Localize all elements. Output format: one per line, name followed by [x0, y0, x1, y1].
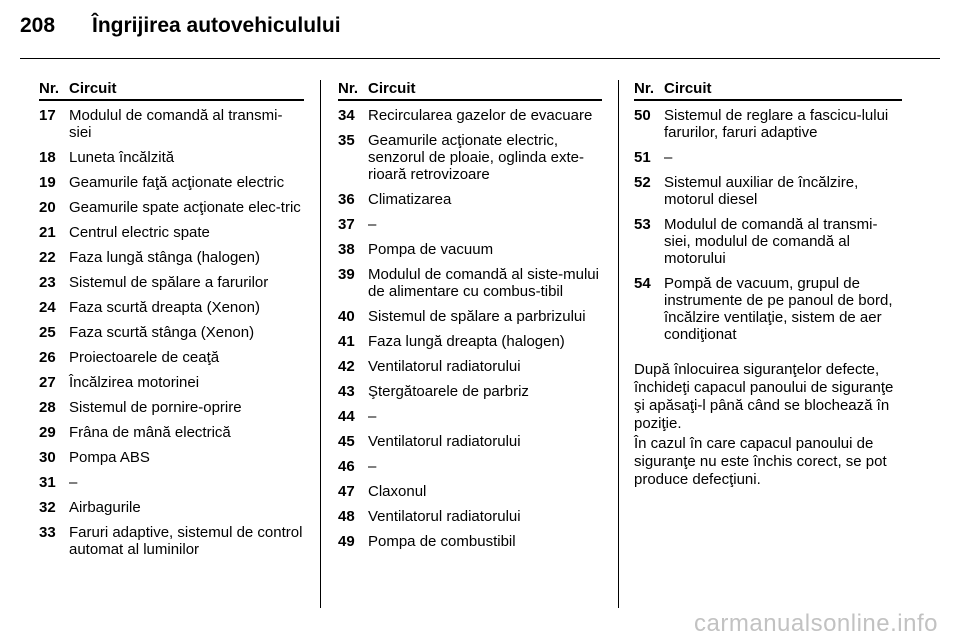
table-row: [634, 145, 902, 170]
table-row: [39, 520, 304, 562]
circuit-name: Sistemul de spălare a parbrizului: [368, 308, 586, 325]
circuit-name: Geamurile faţă acţionate electric: [69, 174, 285, 191]
circuit-name: Ştergătoarele de parbriz: [368, 383, 529, 400]
table-row: [338, 454, 602, 479]
fuse-number: 22: [39, 249, 56, 266]
table-row: [338, 212, 602, 237]
circuit-name: Sistemul auxiliar de încălzire, motorul diesel: [664, 174, 859, 208]
circuit-name: Geamurile spate acţionate elec-tric: [69, 199, 301, 216]
fuse-number: 47: [338, 483, 355, 500]
table-row: [338, 529, 602, 554]
fuse-number: 53: [634, 216, 651, 233]
table-row: [338, 429, 602, 454]
fuse-number: 29: [39, 424, 56, 441]
table-rows: [39, 103, 304, 562]
table-row: [39, 345, 304, 370]
circuit-name: Claxonul: [368, 483, 427, 500]
circuit-name: Ventilatorul radiatorului: [368, 358, 521, 375]
fuse-number: 37: [338, 216, 355, 233]
table-row: [634, 212, 902, 271]
notes: [634, 361, 902, 489]
fuse-number: 48: [338, 508, 355, 525]
table-row: [338, 187, 602, 212]
fuse-number: 42: [338, 358, 355, 375]
fuse-number: 28: [39, 399, 56, 416]
fuse-number: 43: [338, 383, 355, 400]
fuse-number: 24: [39, 299, 56, 316]
header-nr: Nr.: [39, 80, 60, 97]
table-row: [39, 145, 304, 170]
table-row: [634, 271, 902, 347]
fuse-number: 19: [39, 174, 56, 191]
table-row: [338, 237, 602, 262]
circuit-name: Modulul de comandă al transmi-siei: [69, 107, 283, 141]
table-row: [39, 470, 304, 495]
watermark: carmanualsonline.info: [694, 610, 938, 637]
circuit-name: Faza lungă dreapta (halogen): [368, 333, 565, 350]
fuse-number: 36: [338, 191, 355, 208]
fuse-number: 41: [338, 333, 355, 350]
header-divider: [20, 58, 940, 59]
circuit-name: Faruri adaptive, sistemul de control automat al luminilor: [69, 524, 303, 558]
table-header: [634, 80, 902, 98]
circuit-name: Sistemul de spălare a farurilor: [69, 274, 269, 291]
table-row: [338, 504, 602, 529]
page-number: 208: [20, 14, 56, 37]
table-row: [39, 295, 304, 320]
circuit-name: Ventilatorul radiatorului: [368, 433, 521, 450]
column-divider: [618, 80, 619, 608]
fuse-number: 18: [39, 149, 56, 166]
fuse-number: 34: [338, 107, 355, 124]
column-divider: [320, 80, 321, 608]
circuit-name: Recircularea gazelor de evacuare: [368, 107, 593, 124]
fuse-number: 51: [634, 149, 651, 166]
table-row: [338, 404, 602, 429]
circuit-name: Pompă de vacuum, grupul de instrumente de pe panoul de bord, încălzire ventilaţie, sistem de aer condiţionat: [664, 275, 893, 343]
fuse-number: 44: [338, 408, 355, 425]
table-row: [338, 128, 602, 187]
header-circuit: Circuit: [664, 80, 712, 97]
fuse-number: 23: [39, 274, 56, 291]
circuit-name: Frâna de mână electrică: [69, 424, 231, 441]
circuit-name: Centrul electric spate: [69, 224, 210, 241]
table-header-rule: [634, 99, 902, 101]
fuse-number: 31: [39, 474, 56, 491]
circuit-name: Încălzirea motorinei: [69, 374, 200, 391]
circuit-name: Faza scurtă dreapta (Xenon): [69, 299, 260, 316]
table-row: [338, 479, 602, 504]
table-row: [634, 103, 902, 145]
fuse-number: 35: [338, 132, 355, 149]
table-row: [39, 245, 304, 270]
fuse-number: 21: [39, 224, 56, 241]
table-row: [338, 379, 602, 404]
table-row: [39, 103, 304, 145]
circuit-name: –: [368, 408, 377, 425]
fuse-number: 46: [338, 458, 355, 475]
table-row: [338, 103, 602, 128]
table-row: [39, 220, 304, 245]
page-header: [20, 14, 341, 44]
circuit-name: Pompa de combustibil: [368, 533, 516, 550]
table-row: [338, 262, 602, 304]
table-row: [338, 329, 602, 354]
table-row: [338, 354, 602, 379]
fuse-number: 49: [338, 533, 355, 550]
fuse-number: 17: [39, 107, 56, 124]
fuse-number: 54: [634, 275, 651, 292]
fuse-number: 33: [39, 524, 56, 541]
header-nr: Nr.: [634, 80, 655, 97]
table-row: [338, 304, 602, 329]
circuit-name: Airbagurile: [69, 499, 141, 516]
circuit-name: Pompa ABS: [69, 449, 150, 466]
note-paragraph: În cazul în care capacul panoului de siguranţe nu este închis corect, se pot produce defecţiuni.: [634, 435, 887, 488]
circuit-name: Faza scurtă stânga (Xenon): [69, 324, 255, 341]
header-circuit: Circuit: [69, 80, 117, 97]
table-row: [634, 170, 902, 212]
table-row: [39, 170, 304, 195]
fuse-number: 52: [634, 174, 651, 191]
fuse-number: 25: [39, 324, 56, 341]
table-header: [39, 80, 304, 98]
fuse-number: 40: [338, 308, 355, 325]
fuse-number: 20: [39, 199, 56, 216]
circuit-name: Proiectoarele de ceaţă: [69, 349, 220, 366]
fuse-number: 38: [338, 241, 355, 258]
circuit-name: Modulul de comandă al siste-mului de alimentare cu combus-tibil: [368, 266, 599, 300]
circuit-name: Climatizarea: [368, 191, 452, 208]
fuse-number: 50: [634, 107, 651, 124]
fuse-number: 39: [338, 266, 355, 283]
table-row: [39, 395, 304, 420]
table-header: [338, 80, 602, 98]
table-row: [39, 370, 304, 395]
fuse-number: 45: [338, 433, 355, 450]
header-circuit: Circuit: [368, 80, 416, 97]
circuit-name: Modulul de comandă al transmi-siei, modulul de comandă al motorului: [664, 216, 878, 267]
circuit-name: –: [664, 149, 673, 166]
table-row: [39, 195, 304, 220]
fuse-number: 26: [39, 349, 56, 366]
page-title: Îngrijirea autovehiculului: [92, 14, 341, 37]
fuse-table-column-3: [634, 80, 902, 491]
table-rows: [634, 103, 902, 347]
circuit-name: –: [69, 474, 78, 491]
circuit-name: Faza lungă stânga (halogen): [69, 249, 260, 266]
circuit-name: Luneta încălzită: [69, 149, 175, 166]
table-row: [39, 270, 304, 295]
table-row: [39, 495, 304, 520]
table-header-rule: [39, 99, 304, 101]
fuse-number: 30: [39, 449, 56, 466]
circuit-name: Sistemul de pornire-oprire: [69, 399, 242, 416]
header-nr: Nr.: [338, 80, 359, 97]
table-row: [39, 445, 304, 470]
fuse-number: 32: [39, 499, 56, 516]
fuse-table-column-1: [39, 80, 304, 562]
fuse-number: 27: [39, 374, 56, 391]
circuit-name: Geamurile acţionate electric, senzorul de ploaie, oglinda exte-rioară retrovizoare: [368, 132, 584, 183]
circuit-name: Sistemul de reglare a fascicu-lului farurilor, faruri adaptive: [664, 107, 889, 141]
circuit-name: –: [368, 458, 377, 475]
table-row: [39, 420, 304, 445]
circuit-name: –: [368, 216, 377, 233]
table-rows: [338, 103, 602, 554]
circuit-name: Pompa de vacuum: [368, 241, 494, 258]
fuse-table-column-2: [338, 80, 602, 554]
circuit-name: Ventilatorul radiatorului: [368, 508, 521, 525]
table-row: [39, 320, 304, 345]
note-paragraph: După înlocuirea siguranţelor defecte, închideţi capacul panoului de siguranţe şi apăsaţi-l până când se blochează în poziţie.: [634, 361, 894, 432]
table-header-rule: [338, 99, 602, 101]
